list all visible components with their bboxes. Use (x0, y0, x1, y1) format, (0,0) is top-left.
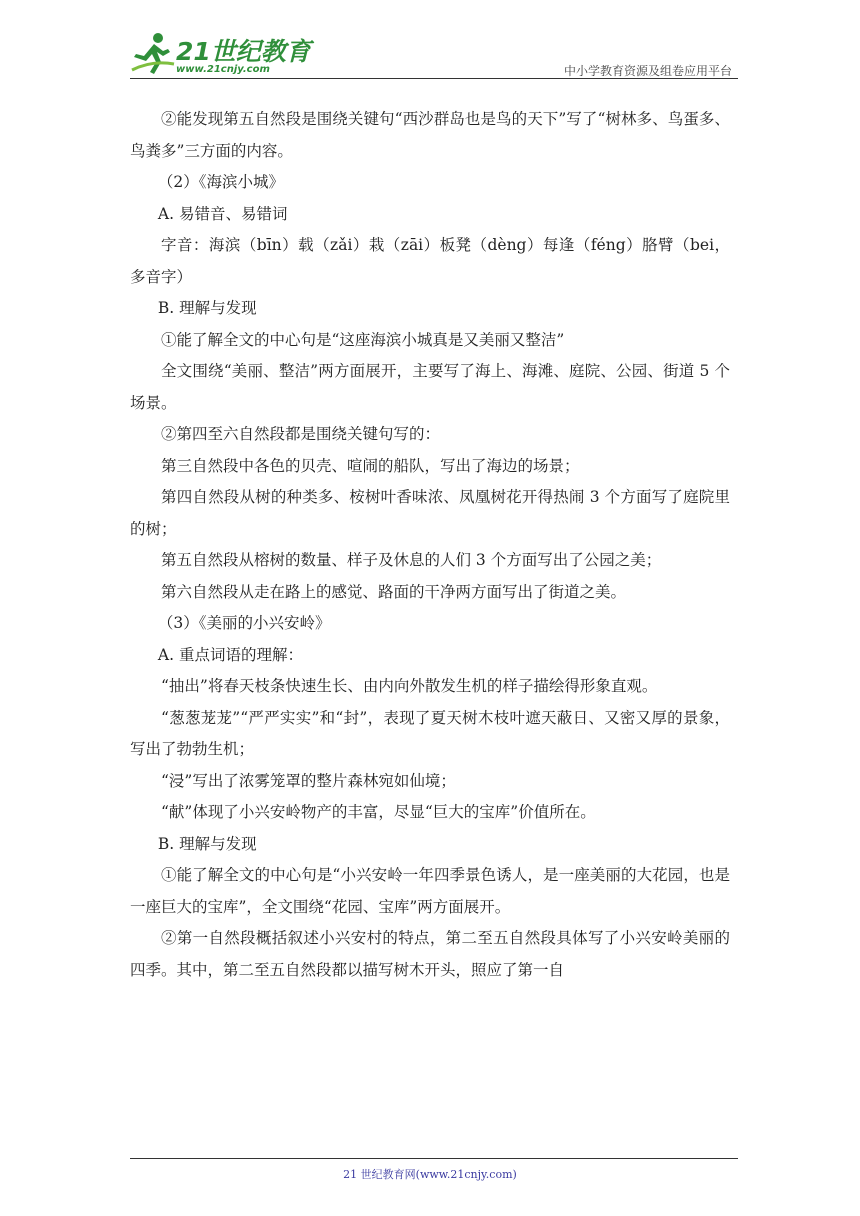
paragraph: 第三自然段中各色的贝壳、喧闹的船队，写出了海边的场景； (161, 456, 580, 475)
paragraph: “葱葱茏茏”“严严实实”和“封”，表现了夏天树木枝叶遮天蔽日、又密又厚的景象，写出了勃勃生机； (130, 708, 730, 758)
paragraph: ①能了解全文的中心句是“小兴安岭一年四季景色诱人，是一座美丽的大花园，也是一座巨大的宝库”，全文围绕“花园、宝库”两方面展开。 (130, 866, 730, 916)
footer-divider (130, 1158, 738, 1159)
paragraph: 字音：海滨（bīn）载（zǎi）栽（zāi）板凳（dèng）每逢（féng）胳臂（bei，多音字） (130, 236, 730, 286)
section-heading: A. 重点词语的理解： (157, 645, 303, 664)
paragraph: “浸”写出了浓雾笼罩的整片森林宛如仙境； (161, 771, 456, 790)
section-heading: B. 理解与发现 (157, 834, 257, 853)
header-divider (130, 78, 738, 79)
paragraph: ①能了解全文的中心句是“这座海滨小城真是又美丽又整洁” (161, 330, 565, 349)
page-header (130, 26, 738, 80)
logo-url: www.21cnjy.com (176, 64, 270, 75)
section-heading: （3）《美丽的小兴安岭》 (157, 614, 331, 632)
logo-text: 21世纪教育 (176, 37, 311, 66)
runner-icon (130, 30, 176, 78)
section-heading: A. 易错音、易错词 (157, 204, 288, 223)
paragraph: 第六自然段从走在路上的感觉、路面的干净两方面写出了街道之美。 (161, 582, 627, 601)
paragraph: ②第四至六自然段都是围绕关键句写的： (161, 425, 441, 443)
page-footer: 21 世纪教育网(www.21cnjy.com) (343, 1168, 517, 1181)
section-heading: （2）《海滨小城》 (157, 173, 285, 191)
document-body (130, 104, 730, 986)
paragraph: ②能发现第五自然段是围绕关键句“西沙群岛也是鸟的天下”写了“树林多、鸟蛋多、鸟粪多”三方面的内容。 (130, 110, 730, 160)
section-heading: B. 理解与发现 (157, 299, 257, 317)
platform-name: 中小学教育资源及组卷应用平台 (563, 64, 732, 78)
paragraph: “献”体现了小兴安岭物产的丰富，尽显“巨大的宝库”价值所在。 (161, 803, 596, 821)
paragraph: 第五自然段从榕树的数量、样子及休息的人们 3 个方面写出了公园之美； (161, 551, 662, 569)
paragraph: 第四自然段从树的种类多、桉树叶香味浓、凤凰树花开得热闹 3 个方面写了庭院里的树； (130, 488, 730, 538)
paragraph: “抽出”将春天枝条快速生长、由内向外散发生机的样子描绘得形象直观。 (161, 677, 658, 695)
paragraph: 全文围绕“美丽、整洁”两方面展开，主要写了海上、海滩、庭院、公园、街道 5 个场景。 (130, 362, 730, 412)
paragraph: ②第一自然段概括叙述小兴安村的特点，第二至五自然段具体写了小兴安岭美丽的四季。其中，第二至五自然段都以描写树木开头，照应了第一自 (130, 929, 730, 979)
logo (130, 30, 311, 78)
